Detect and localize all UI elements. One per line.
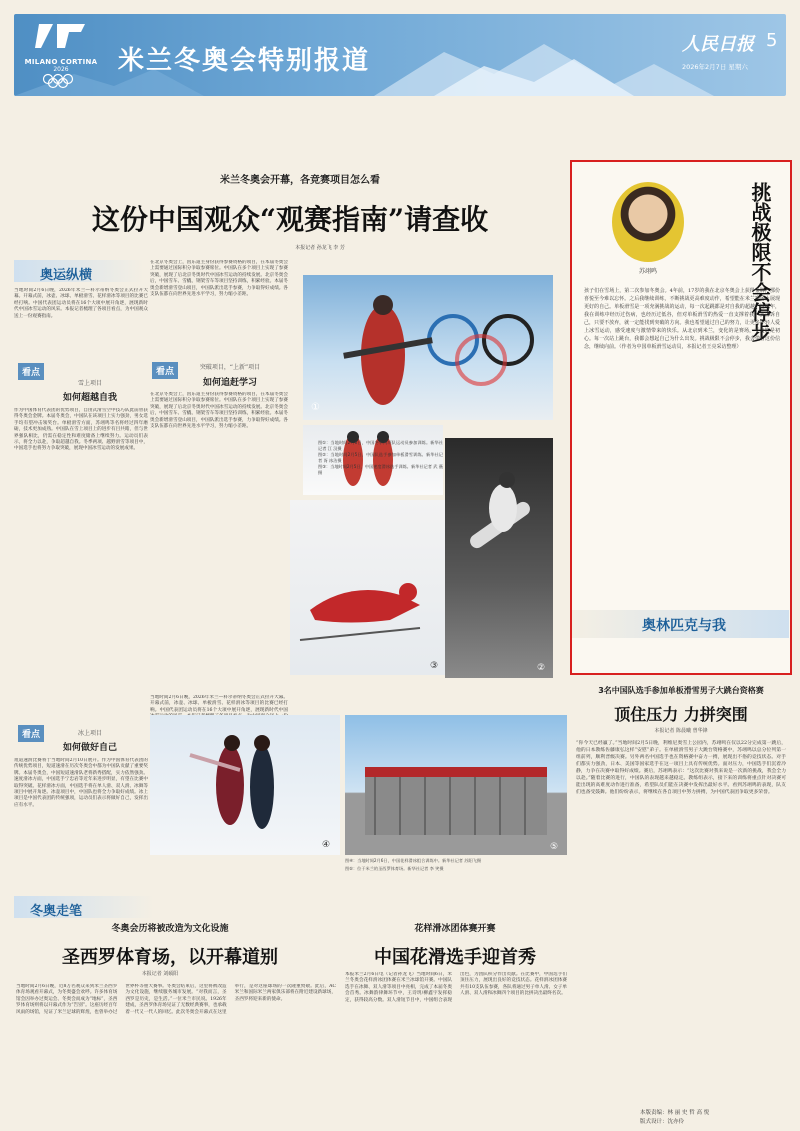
footer-editors: 本版责编：林 丽 史 哲 高 悦 — [640, 1110, 710, 1116]
bottom-left-headline: 圣西罗体育场，以开幕道别 — [62, 947, 278, 968]
profile-name: 苏翊鸣 — [638, 268, 657, 275]
ice-text: 短道速滑比赛将于当地时间2月10日展开。作为中国体育代表团的传统优势项目，短道速滑在历次冬奥会中都为中国队贡献了重要奖牌。本届冬奥会，中国短道速滑队老将新秀搭配，实力依然强劲。速度滑冰方面，中国选手宁忠岩等近年来进步明显，有望在比赛中取得突破。花样滑冰方面，中国选手将在单人滑、双人滑、冰舞等项目中展开角逐。冰壶项目中，中国队也将全力争取好成绩。冰上项目是中国代表团的传统强项，运动员们表示将做好自己，发挥出应有水平。 — [14, 758, 148, 808]
issue-date: 2026年2月7日 星期六 — [682, 63, 748, 71]
svg-text:⑤: ⑤ — [550, 842, 559, 852]
winter-walk-label: 冬奥走笔 — [30, 904, 83, 919]
column3-text: 当地时间2月6日晚，2026年米兰—科尔蒂纳冬奥会正式拉开大幕。开幕式前，冰壶、冰球、单板滑雪、花样滑冰等项目的比赛已经打响。中国代表团运动员将在16个大项中展开角逐，展现新时代中国 — [150, 695, 288, 713]
caption-5: 图⑤：位于米兰的圣西罗体育场。新华社记者 李 笑摄 — [345, 866, 444, 871]
bottom-mid-body: 本报米兰2月6日电（记者孙龙飞）当地时间6日，米兰冬奥会花样滑冰团体赛在米兰冰球馆开赛。中国队选手在冰舞、双人滑等项目中亮相，完成了本届冬奥会首秀。冰舞韵律舞环节中，王诗玥/柳鑫宇发挥稳定，获得较高分数。双人滑短节目中，中国组合表现出色，为团队积分作出贡献。在比赛中，中国选手们顶住压力，展现出良好的竞技状态。花样滑冰团体赛共有10支队伍参赛，各队将通过男子单人滑、女子单人滑、双人滑和冰舞四个项目的比拼决出最终名次。 — [345, 972, 567, 1003]
ice-title: 如何做好自己 — [62, 743, 117, 753]
right-byline: 本报记者 陈晨曦 曾华锋 — [654, 728, 708, 734]
olympic-rings-icon — [41, 73, 81, 89]
svg-text:④: ④ — [322, 840, 331, 850]
svg-text:③: ③ — [430, 661, 439, 671]
right-kicker: 3名中国队选手参加单板滑雪男子大跳台资格赛 — [598, 686, 764, 695]
games-emblem-icon — [33, 18, 89, 54]
snow-title-small: 雪上项目 — [77, 380, 102, 387]
olympic-section-label: 奥运纵横 — [40, 268, 93, 283]
right-body: “你今天已经赢了。”当地时间2月5日晚，利维尼奥雪上公园内，苏翊鸣在仅以22分完成第一跳后，他的日本教练佐藤康弘这样“安慰”弟子。在单板滑雪男子大跳台资格赛中，苏翊鸣以总分位列第一组前列，顺利晋级决赛。另外两名中国选手也在资格赛中奋力一搏，展现出不俗的竞技状态。对手们都实力强劲，日本、美国等国家选手在这一项目上具有传统优势。面对压力，中国选手们沉着冷静，力争在决赛中取得好成绩。赛后，苏翊鸣表示：“这次比赛对我来说是一次新的挑战，我会全力以赴。”随着比赛的进行，中国队的表现越来越稳定。教练组表示，接下来的训练将重点针对决赛可能出现的高难度动作进行准备，希望队员们能在决赛中发挥出最好水平。看到苏翊鸣的表现，队友们也备受鼓舞。他们纷纷表示，将继续在各自项目中努力拼搏，为中国代表团争取更多荣誉。 — [576, 741, 786, 795]
profile-title: 挑战极限不会停步 — [748, 182, 772, 342]
svg-text:①: ① — [311, 402, 320, 413]
photo-san-siro — [345, 715, 567, 855]
lead-byline: 本报记者 孙龙飞 李 芳 — [295, 245, 345, 251]
paper-name: 人民日报 — [682, 34, 754, 55]
page-number: 5 — [766, 30, 778, 51]
column2-text: 在北京冬奥会上，因东道主身份获得参赛资格的项目，在本届冬奥会上需要通过国际积分争取参赛席位。中国队在多个项目上实现了参赛突破，展现了后北京冬奥时代中国冰雪运动的持续发展。北京冬奥会后，中国雪车、雪橇、钢架雪车等项目坚持训练，积累经验。本届冬奥会新增滑雪登山项目，中国队派出选手参赛，力争取得好成绩。各支队伍都在向世界先进水平学习，努力缩小差距。 — [150, 260, 288, 298]
breakthrough-title-small: 突破项目，“上新”项目 — [199, 364, 261, 371]
lead-kicker: 米兰冬奥会开幕，各竞赛项目怎么看 — [220, 175, 380, 186]
caption-4: 图④：当地时间2月6日，中国花样滑冰组合训练中。新华社记者 苏阳飞摄 — [345, 858, 482, 863]
bottom-left-kicker: 冬奥会历将被改造为文化设施 — [111, 924, 229, 934]
intro-text: 当地时间2月6日晚，2026年米兰—科尔蒂纳冬奥会正式拉开大幕。开幕式前，冰壶、冰球、单板滑雪、花样滑冰等项目的比赛已经打响。中国代表团运动员将在16个大项中展开角逐，展现新时代中国冰雪运动的风采。本报记者梳理了各项目看点，为中国观众送上一份观赛指南。 — [14, 288, 148, 319]
profile-avatar — [612, 182, 684, 262]
lead-headline: 这份中国观众“观赛指南”请查收 — [91, 203, 489, 236]
logo-text: MILANO CORTINA — [24, 58, 98, 66]
snow-title: 如何超越自我 — [62, 393, 117, 403]
caption-1-text: 图①：当地时间2月6日，中国冬季两项队运动员参加训练。新华社记者 江 汉摄 — [318, 440, 443, 451]
breakthrough-tag: 看点 — [152, 362, 178, 379]
footer-layout: 版式设计：沈亦伶 — [640, 1119, 685, 1125]
snow-tag: 看点 — [18, 363, 44, 380]
breakthrough-title: 如何追赶学习 — [202, 378, 257, 388]
section-title: 米兰冬奥会特别报道 — [118, 46, 371, 76]
page-header — [14, 14, 786, 96]
captions-block — [318, 440, 443, 500]
bottom-left-byline: 本报记者 刘硕阳 — [141, 971, 179, 977]
olympians-label: 奥林匹克与我 — [642, 618, 726, 634]
photo-figure-skating — [150, 715, 340, 855]
logo-year: 2026 — [53, 66, 69, 73]
profile-box — [570, 160, 792, 675]
photo-snowboard — [445, 438, 553, 678]
bottom-mid-kicker: 花样滑冰团体赛开赛 — [414, 924, 496, 934]
games-logo — [20, 18, 102, 92]
snow-text: 作为中国体育代表团的优势项目，自由式滑雪空中技巧队此前曾获得冬奥会金牌。本届冬奥会，中国队在该项目上实力强劲，男女选手均有望冲击领奖台。单板滑雪方面，苏翊鸣等名将经过四年磨砺，技术更加成熟。中国队在雪上项目上的进步有目共睹，但与世界强队相比，仍需在稳定性和难度储备上继续努力。运动员们表示，将全力以赴，争取超越自我。冬季两项、越野滑雪等项目中，中国选手也将努力争取突破，展现中国冰雪运动的发展成果。 — [14, 408, 148, 452]
ice-title-small: 冰上项目 — [77, 730, 102, 737]
photo-speed-skater — [290, 500, 445, 675]
bottom-mid-headline: 中国花滑选手迎首秀 — [374, 947, 536, 968]
profile-body: 孩子们在雪场上，第二次参加冬奥会。4年前，17岁的我在北京冬奥会上获得金牌，那份喜悦至今难以忘怀。之后我继续训练，不断挑战更高难度动作，希望能在米兰赛场上展现更好的自己。单板滑雪是一项充满挑战的运动，每一次起跳都是对自我的超越。这些年，我在训练中经历过伤病，也经历过低谷，但对单板滑雪的热爱一直支撑着我。我告诉自己，只要不放弃，就一定能找到突破的方向。我也希望通过自己的努力，让更多年轻人爱上冰雪运动，感受速度与激情带来的快乐。从北京到米兰，变化的是赛场，不变的是初心。每一次站上跳台，我都会想起自己为什么出发。挑战极限不会停步，我会带着这份信念，继续向前。（作者为中国单板滑雪运动员，本报记者王亮采访整理） — [584, 288, 780, 350]
svg-text:②: ② — [537, 663, 546, 673]
caption-2-text: 图②：当地时间2月5日，中国队选手参加单板滑雪训练。新华社记者 胥 冰洁摄 — [318, 452, 443, 463]
right-headline: 顶住压力 力拼突围 — [614, 705, 748, 724]
photo-biathlon — [303, 275, 553, 420]
bottom-left-body: 当地时间2月6日晚，近8万名观众来到米兰圣西罗体育场观看开幕式，为冬奥盛会欢呼。许多体育场馆会因举办过奥运会、冬奥会而成为“地标”，圣西罗体育场则将以开幕式作为“告别”。这座历经百年风雨的场馆，见证了米兰足球的辉煌，也曾举办过世界杯等重大赛事。冬奥会结束后，这里将被改造为文化设施，继续服务城市发展。“对我而言，圣西罗是历史，是生活。”一位米兰市民说。1926年建成，圣西罗体育场见证了无数经典赛事，也承载着一代又一代人的回忆。此次冬奥会开幕式在这里举行，是对这座球场的一次隆重致敬。此后，AC米兰和国际米兰两家俱乐部将在附近建设新球场，圣西罗将迎来新的使命。 — [16, 984, 336, 1015]
caption-3-text: 图③：当地时间2月5日，中国速度滑冰选手训练。新华社记者 武 薇摄 — [318, 464, 443, 475]
ice-tag: 看点 — [18, 725, 44, 742]
breakthrough-text: 在北京冬奥会上，因东道主身份获得参赛资格的项目，在本届冬奥会上需要通过国际积分争取参赛席位。中国队在多个项目上实现了参赛突破，展现了后北京冬奥时代中国冰雪运动的持续发展。北京冬奥会后，中国雪车、雪橇、钢架雪车等项目坚持训练，积累经验。本届冬奥会新增滑雪登山项目，中国队派出选手参赛，力争取得好成绩。各支队伍都在向世界先进水平学习，努力缩小差距。 — [150, 392, 288, 430]
